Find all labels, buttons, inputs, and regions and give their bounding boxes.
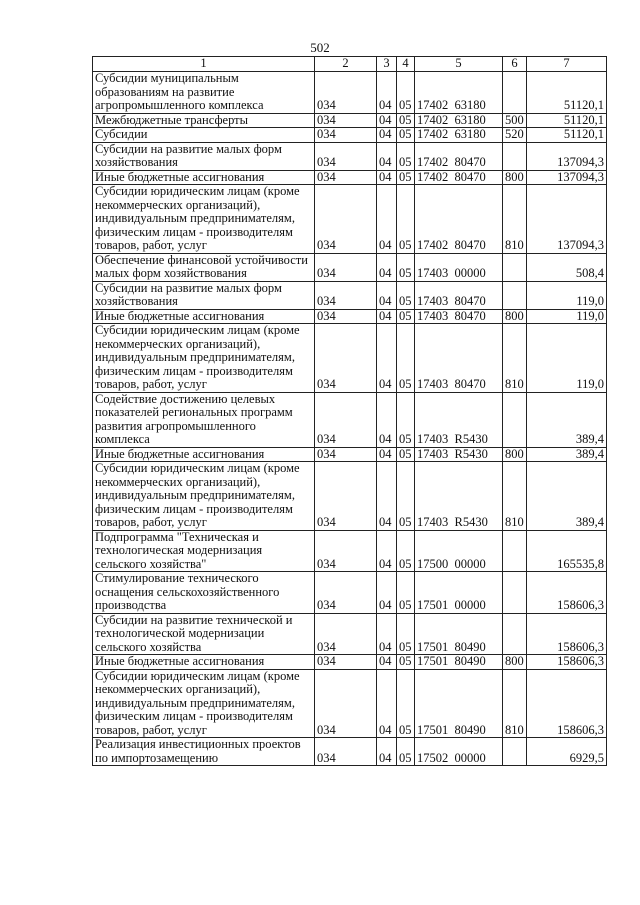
target-article-code: 17402 80470 — [415, 142, 503, 170]
subsection-code: 05 — [397, 738, 415, 766]
subsection-code: 05 — [397, 72, 415, 114]
subsection-code: 05 — [397, 669, 415, 738]
amount: 158606,3 — [527, 669, 607, 738]
section-code: 04 — [377, 281, 397, 309]
table-row — [93, 655, 607, 670]
subsection-code: 05 — [397, 170, 415, 185]
subsection-code: 05 — [397, 142, 415, 170]
ved-code: 034 — [315, 281, 377, 309]
subsection-code: 05 — [397, 447, 415, 462]
ved-code: 034 — [315, 253, 377, 281]
item-name: Иные бюджетные ассигнования — [93, 655, 315, 670]
subsection-code: 05 — [397, 309, 415, 324]
expense-type-code: 810 — [503, 669, 527, 738]
expense-type-code: 810 — [503, 185, 527, 254]
ved-code: 034 — [315, 669, 377, 738]
subsection-code: 05 — [397, 253, 415, 281]
table-row — [93, 462, 607, 531]
target-article-code: 17403 R5430 — [415, 392, 503, 447]
section-code: 04 — [377, 613, 397, 655]
column-header: 6 — [503, 57, 527, 72]
item-name: Субсидии юридическим лицам (кроме некоммерческих организаций), индивидуальным предпринимателям, физическим лицам - производителям товаров, работ, услуг — [93, 669, 315, 738]
section-code: 04 — [377, 170, 397, 185]
target-article-code: 17501 00000 — [415, 572, 503, 614]
amount: 158606,3 — [527, 655, 607, 670]
section-code: 04 — [377, 253, 397, 281]
target-article-code: 17501 80490 — [415, 613, 503, 655]
ved-code: 034 — [315, 324, 377, 393]
subsection-code: 05 — [397, 655, 415, 670]
expense-type-code — [503, 253, 527, 281]
item-name: Субсидии на развитие технической и технологической модернизации сельского хозяйства — [93, 613, 315, 655]
section-code: 04 — [377, 738, 397, 766]
subsection-code: 05 — [397, 185, 415, 254]
expense-type-code — [503, 392, 527, 447]
target-article-code: 17402 80470 — [415, 185, 503, 254]
section-code: 04 — [377, 309, 397, 324]
section-code: 04 — [377, 530, 397, 572]
section-code: 04 — [377, 392, 397, 447]
expense-type-code — [503, 281, 527, 309]
subsection-code: 05 — [397, 281, 415, 309]
ved-code: 034 — [315, 738, 377, 766]
column-header: 1 — [93, 57, 315, 72]
amount: 119,0 — [527, 324, 607, 393]
amount: 119,0 — [527, 281, 607, 309]
item-name: Содействие достижению целевых показателей региональных программ развития агропромышленного комплекса — [93, 392, 315, 447]
table-row — [93, 669, 607, 738]
amount: 119,0 — [527, 309, 607, 324]
ved-code: 034 — [315, 128, 377, 143]
ved-code: 034 — [315, 185, 377, 254]
ved-code: 034 — [315, 613, 377, 655]
item-name: Иные бюджетные ассигнования — [93, 447, 315, 462]
expense-type-code — [503, 72, 527, 114]
section-code: 04 — [377, 572, 397, 614]
expense-type-code: 520 — [503, 128, 527, 143]
item-name: Субсидии юридическим лицам (кроме некоммерческих организаций), индивидуальным предпринимателям, физическим лицам - производителям товаров, работ, услуг — [93, 324, 315, 393]
item-name: Субсидии на развитие малых форм хозяйствования — [93, 281, 315, 309]
amount: 508,4 — [527, 253, 607, 281]
section-code: 04 — [377, 669, 397, 738]
table-row — [93, 113, 607, 128]
table-row — [93, 324, 607, 393]
section-code: 04 — [377, 655, 397, 670]
subsection-code: 05 — [397, 324, 415, 393]
item-name: Субсидии юридическим лицам (кроме некоммерческих организаций), индивидуальным предпринимателям, физическим лицам - производителям товаров, работ, услуг — [93, 462, 315, 531]
target-article-code: 17403 00000 — [415, 253, 503, 281]
target-article-code: 17403 80470 — [415, 281, 503, 309]
section-code: 04 — [377, 142, 397, 170]
ved-code: 034 — [315, 142, 377, 170]
page-number: 502 — [310, 40, 330, 55]
target-article-code: 17403 80470 — [415, 309, 503, 324]
item-name: Иные бюджетные ассигнования — [93, 309, 315, 324]
expense-type-code: 810 — [503, 462, 527, 531]
item-name: Стимулирование технического оснащения сельскохозяйственного производства — [93, 572, 315, 614]
subsection-code: 05 — [397, 462, 415, 531]
expense-type-code — [503, 530, 527, 572]
subsection-code: 05 — [397, 613, 415, 655]
table-row — [93, 128, 607, 143]
table-row — [93, 392, 607, 447]
expense-type-code — [503, 572, 527, 614]
amount: 51120,1 — [527, 113, 607, 128]
ved-code: 034 — [315, 462, 377, 531]
ved-code: 034 — [315, 72, 377, 114]
ved-code: 034 — [315, 309, 377, 324]
target-article-code: 17402 63180 — [415, 128, 503, 143]
ved-code: 034 — [315, 530, 377, 572]
ved-code: 034 — [315, 113, 377, 128]
expense-type-code — [503, 613, 527, 655]
expense-type-code: 800 — [503, 309, 527, 324]
ved-code: 034 — [315, 170, 377, 185]
table-row — [93, 142, 607, 170]
section-code: 04 — [377, 72, 397, 114]
amount: 165535,8 — [527, 530, 607, 572]
item-name: Реализация инвестиционных проектов по импортозамещению — [93, 738, 315, 766]
amount: 137094,3 — [527, 185, 607, 254]
amount: 158606,3 — [527, 613, 607, 655]
amount: 137094,3 — [527, 142, 607, 170]
subsection-code: 05 — [397, 530, 415, 572]
table-row — [93, 309, 607, 324]
section-code: 04 — [377, 128, 397, 143]
table-row — [93, 530, 607, 572]
expense-type-code: 810 — [503, 324, 527, 393]
section-code: 04 — [377, 447, 397, 462]
target-article-code: 17402 80470 — [415, 170, 503, 185]
target-article-code: 17501 80490 — [415, 655, 503, 670]
target-article-code: 17501 80490 — [415, 669, 503, 738]
subsection-code: 05 — [397, 128, 415, 143]
section-code: 04 — [377, 113, 397, 128]
item-name: Межбюджетные трансферты — [93, 113, 315, 128]
column-header: 2 — [315, 57, 377, 72]
ved-code: 034 — [315, 655, 377, 670]
item-name: Субсидии — [93, 128, 315, 143]
target-article-code: 17500 00000 — [415, 530, 503, 572]
budget-table — [92, 56, 607, 766]
target-article-code: 17402 63180 — [415, 72, 503, 114]
column-header: 3 — [377, 57, 397, 72]
target-article-code: 17403 80470 — [415, 324, 503, 393]
amount: 137094,3 — [527, 170, 607, 185]
item-name: Подпрограмма "Техническая и технологическая модернизация сельского хозяйства" — [93, 530, 315, 572]
amount: 389,4 — [527, 392, 607, 447]
table-row — [93, 738, 607, 766]
expense-type-code — [503, 738, 527, 766]
ved-code: 034 — [315, 572, 377, 614]
section-code: 04 — [377, 185, 397, 254]
amount: 51120,1 — [527, 72, 607, 114]
table-row — [93, 185, 607, 254]
table-row — [93, 572, 607, 614]
subsection-code: 05 — [397, 113, 415, 128]
amount: 389,4 — [527, 462, 607, 531]
column-header: 5 — [415, 57, 503, 72]
amount: 158606,3 — [527, 572, 607, 614]
target-article-code: 17502 00000 — [415, 738, 503, 766]
expense-type-code — [503, 142, 527, 170]
ved-code: 034 — [315, 447, 377, 462]
item-name: Субсидии юридическим лицам (кроме некоммерческих организаций), индивидуальным предпринимателям, физическим лицам - производителям товаров, работ, услуг — [93, 185, 315, 254]
expense-type-code: 500 — [503, 113, 527, 128]
subsection-code: 05 — [397, 572, 415, 614]
table-row — [93, 170, 607, 185]
table-row — [93, 613, 607, 655]
item-name: Обеспечение финансовой устойчивости малых форм хозяйствования — [93, 253, 315, 281]
section-code: 04 — [377, 462, 397, 531]
target-article-code: 17403 R5430 — [415, 447, 503, 462]
item-name: Субсидии на развитие малых форм хозяйствования — [93, 142, 315, 170]
subsection-code: 05 — [397, 392, 415, 447]
amount: 389,4 — [527, 447, 607, 462]
column-header: 4 — [397, 57, 415, 72]
item-name: Субсидии муниципальным образованиям на развитие агропромышленного комплекса — [93, 72, 315, 114]
expense-type-code: 800 — [503, 655, 527, 670]
header-row — [93, 57, 607, 72]
table-row — [93, 447, 607, 462]
item-name: Иные бюджетные ассигнования — [93, 170, 315, 185]
expense-type-code: 800 — [503, 170, 527, 185]
ved-code: 034 — [315, 392, 377, 447]
section-code: 04 — [377, 324, 397, 393]
target-article-code: 17403 R5430 — [415, 462, 503, 531]
table-row — [93, 253, 607, 281]
target-article-code: 17402 63180 — [415, 113, 503, 128]
amount: 51120,1 — [527, 128, 607, 143]
amount: 6929,5 — [527, 738, 607, 766]
expense-type-code: 800 — [503, 447, 527, 462]
column-header: 7 — [527, 57, 607, 72]
table-row — [93, 72, 607, 114]
table-row — [93, 281, 607, 309]
